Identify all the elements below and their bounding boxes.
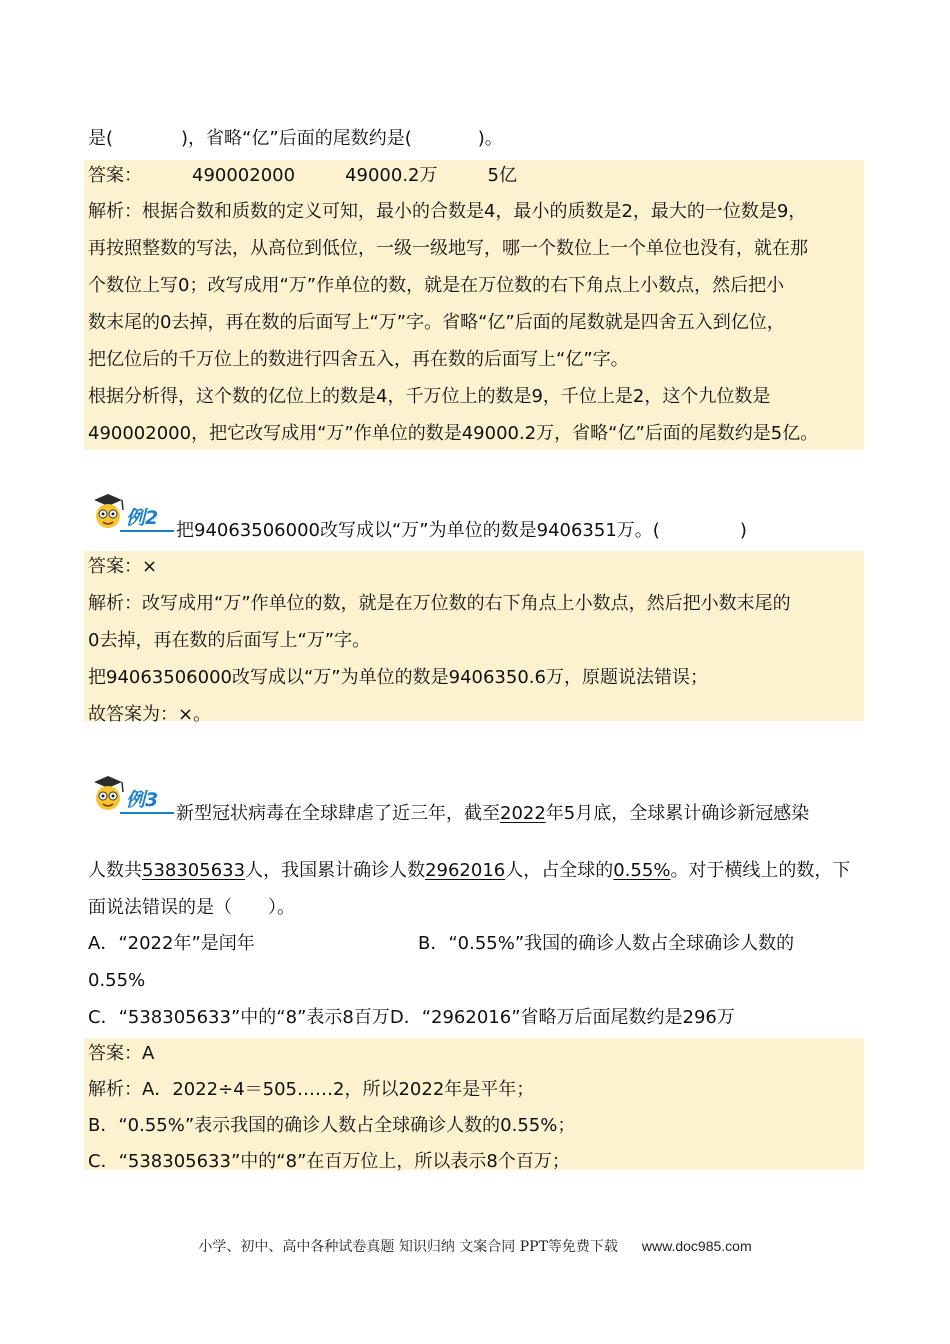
q2-question-text: 把94063506000改写成以“万”为单位的数是9406351万。( bbox=[176, 520, 660, 541]
q2-analysis-line-3: 把94063506000改写成以“万”为单位的数是9406350.6万，原题说法错误； bbox=[88, 667, 708, 688]
q3-underlined-global-cases: 538305633 bbox=[142, 860, 246, 881]
q3-underlined-2022: 2022 bbox=[500, 803, 546, 824]
q1-analysis-line-2: 再按照整数的写法，从高位到低位，一级一级地写，哪一个数位上一个单位也没有，就在那 bbox=[88, 238, 808, 259]
q3-underlined-percent: 0.55% bbox=[613, 860, 671, 881]
q3-analysis-line-3: C．“538305633”中的“8”在百万位上，所以表示8个百万； bbox=[88, 1151, 570, 1172]
q1-answer-3: 5亿 bbox=[487, 165, 517, 186]
q1-stem-part-a: 是( bbox=[88, 128, 114, 149]
q2-analysis-line-1: 解析：改写成用“万”作单位的数，就是在万位数的右下角点上小数点，然后把小数末尾的 bbox=[88, 593, 791, 614]
page-footer bbox=[0, 1236, 950, 1256]
example-2-badge-icon bbox=[88, 492, 176, 536]
q3-line-2-c: 人，占全球的 bbox=[505, 860, 614, 881]
q1-stem-line bbox=[88, 128, 503, 150]
q1-analysis-line-7: 490002000，把它改写成用“万”作单位的数是49000.2万，省略“亿”后面的尾数约是5亿。 bbox=[88, 423, 819, 444]
q1-analysis-line-3: 个数位上写0；改写成用“万”作单位的数，就是在万位数的右下角点上小数点，然后把小 bbox=[88, 275, 785, 296]
example-3-badge-icon bbox=[88, 774, 176, 818]
q3-analysis-line-2: B．“0.55%”表示我国的确诊人数占全球确诊人数的0.55%； bbox=[88, 1115, 576, 1136]
q1-answer-2: 49000.2万 bbox=[345, 165, 438, 186]
q1-analysis-line-5: 把亿位后的千万位上的数进行四舍五入，再在数的后面写上“亿”字。 bbox=[88, 349, 629, 370]
q2-analysis-line-2: 0去掉，再在数的后面写上“万”字。 bbox=[88, 630, 371, 651]
q2-analysis-line-4: 故答案为：×。 bbox=[88, 704, 212, 725]
q3-analysis-line-1: 解析：A．2022÷4＝505……2，所以2022年是平年； bbox=[88, 1079, 535, 1100]
q2-question bbox=[176, 520, 747, 542]
q1-analysis-line-6: 根据分析得，这个数的亿位上的数是4，千万位上的数是9，千位上是2，这个九位数是 bbox=[88, 386, 771, 407]
q3-line-2-b: 人，我国累计确诊人数 bbox=[245, 860, 426, 881]
q3-option-b-cont: 0.55% bbox=[88, 970, 146, 991]
q1-answer-line bbox=[88, 165, 517, 187]
q3-line-1-a: 新型冠状病毒在全球肆虐了近三年，截至 bbox=[176, 803, 500, 824]
q3-line-2 bbox=[88, 860, 850, 882]
q3-option-c-d: C．“538305633”中的“8”表示8百万D．“2962016”省略万后面尾数约是296万 bbox=[88, 1007, 735, 1028]
example-2-badge-text: 例2 bbox=[126, 507, 159, 529]
footer-url-link[interactable]: www.doc985.com bbox=[641, 1238, 752, 1254]
q1-stem-part-b: )，省略“亿”后面的尾数约是( bbox=[181, 128, 412, 149]
q1-stem-part-c: )。 bbox=[477, 128, 503, 149]
example-3-badge-text: 例3 bbox=[126, 789, 159, 811]
q3-line-2-d: 。对于横线上的数，下 bbox=[670, 860, 851, 881]
q3-line-3: 面说法错误的是（ ）。 bbox=[88, 897, 295, 918]
q2-answer: 答案：× bbox=[88, 556, 158, 577]
footer-text: 小学、初中、高中各种试卷真题 知识归纳 文案合同 PPT等免费下载 bbox=[198, 1239, 618, 1255]
q3-option-a: A．“2022年”是闰年 bbox=[88, 933, 255, 954]
q3-underlined-china-cases: 2962016 bbox=[425, 860, 506, 881]
q2-question-close: ) bbox=[739, 520, 747, 541]
q3-line-1-b: 年5月底，全球累计确诊新冠感染 bbox=[545, 803, 810, 824]
q1-answer-1: 490002000 bbox=[192, 165, 296, 186]
q3-line-1 bbox=[176, 803, 809, 825]
q3-line-2-a: 人数共 bbox=[88, 860, 142, 881]
q3-option-b: B．“0.55%”我国的确诊人数占全球确诊人数的 bbox=[418, 933, 795, 954]
q1-analysis-line-1: 解析：根据合数和质数的定义可知，最小的合数是4，最小的质数是2，最大的一位数是9， bbox=[88, 201, 807, 222]
q3-answer: 答案：A bbox=[88, 1043, 155, 1064]
q1-analysis-line-4: 数末尾的0去掉，再在数的后面写上“万”字。省略“亿”后面的尾数就是四舍五入到亿位， bbox=[88, 312, 785, 333]
q1-answer-label: 答案： bbox=[88, 165, 142, 186]
